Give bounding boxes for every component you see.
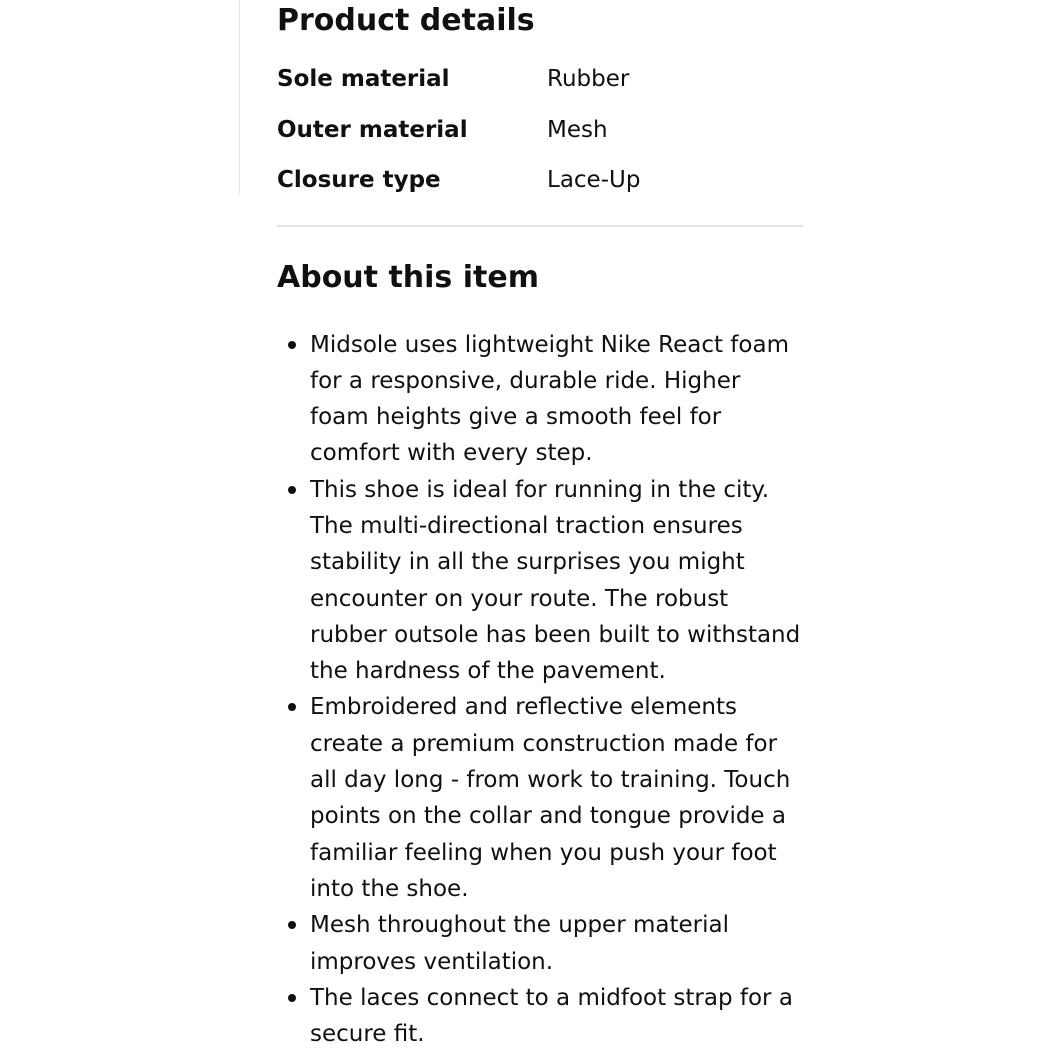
feature-bullet: Midsole uses lightweight Nike React foam for a responsive, durable ride. Higher foam heights give a smooth feel for comfort with every step.	[310, 327, 803, 472]
detail-key: Outer material	[277, 116, 468, 143]
feature-bullet: Embroidered and reflective elements create a premium construction made for all day long - from work to training. Touch points on the collar and tongue provide a familiar feeling when you push your foot into the shoe.	[310, 689, 803, 907]
detail-row-closure-type	[277, 164, 640, 215]
column-divider	[239, 0, 240, 195]
detail-key: Closure type	[277, 167, 441, 193]
feature-bullet-list	[277, 327, 803, 1053]
detail-value: Lace-Up	[547, 167, 641, 193]
detail-key: Sole material	[277, 66, 450, 92]
product-details-section	[277, 0, 803, 215]
detail-value: Rubber	[547, 66, 630, 92]
about-this-item-section	[277, 257, 803, 1053]
feature-bullet: The laces connect to a midfoot strap for a secure fit.	[310, 980, 803, 1053]
detail-row-outer-material	[277, 114, 640, 165]
product-details-heading: Product details	[277, 3, 535, 38]
about-this-item-heading: About this item	[277, 259, 539, 295]
section-separator	[277, 225, 803, 227]
product-details-table	[277, 63, 640, 215]
product-info-column	[277, 0, 803, 1052]
detail-row-sole-material	[277, 63, 640, 114]
feature-bullet: This shoe is ideal for running in the city. The multi-directional traction ensures stability in all the surprises you might encounter on your route. The robust rubber outsole has been built to withstand the hardness of the pavement.	[310, 472, 803, 690]
feature-bullet: Mesh throughout the upper material improves ventilation.	[310, 907, 803, 980]
detail-value: Mesh	[547, 116, 608, 143]
